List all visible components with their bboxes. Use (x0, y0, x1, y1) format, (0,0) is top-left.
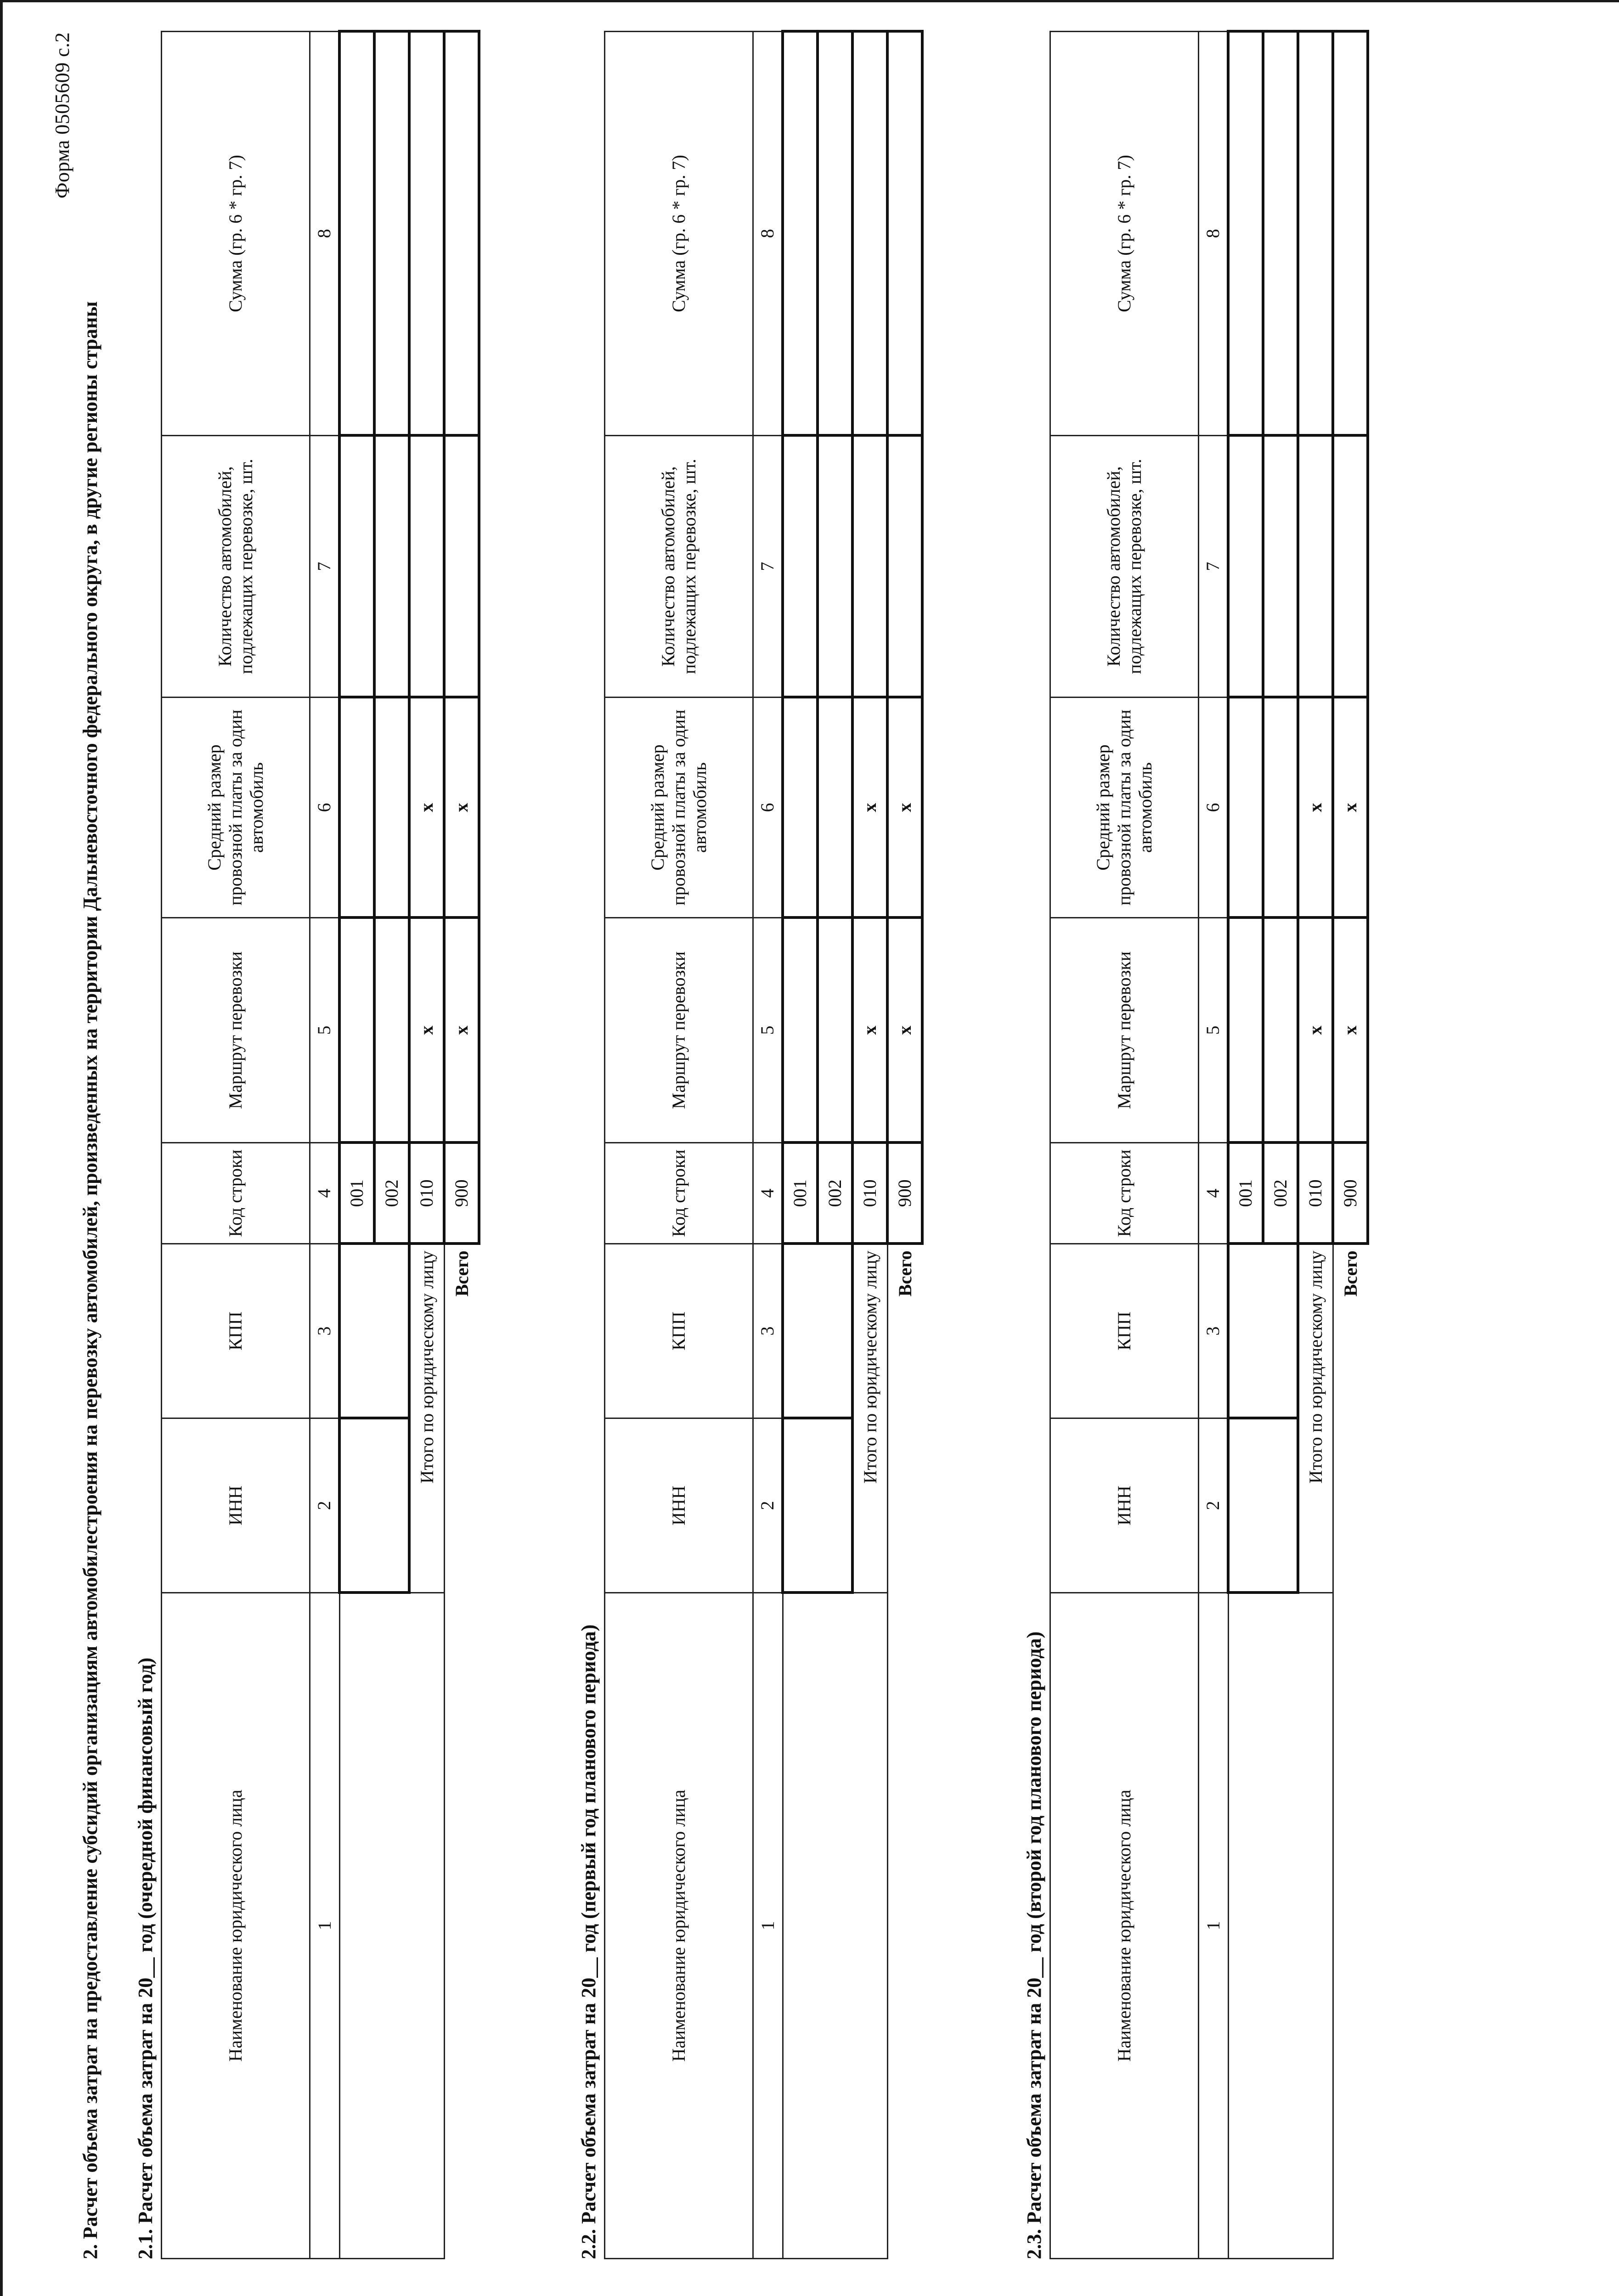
sum-cell[interactable] (1333, 32, 1368, 436)
column-number: 5 (753, 918, 783, 1143)
column-header: КПП (162, 1244, 310, 1418)
legal-entity-name-cell[interactable] (1228, 1593, 1333, 2259)
calc-table (161, 30, 480, 2260)
kpp-cell[interactable] (1228, 1244, 1298, 1418)
avg-fee-cell[interactable] (339, 698, 374, 918)
column-number: 7 (310, 436, 340, 698)
sum-cell[interactable] (409, 32, 444, 436)
car-count-cell[interactable] (1333, 436, 1368, 698)
row-code: 002 (1263, 1143, 1298, 1244)
column-header: Наименование юридического лица (162, 1593, 310, 2259)
header-row (605, 32, 753, 2259)
row-code: 900 (887, 1143, 922, 1244)
row-code: 900 (1333, 1143, 1368, 1244)
rotated-form-content (41, 32, 1557, 2259)
row-code: 010 (1298, 1143, 1333, 1244)
x-mark: x (852, 918, 887, 1143)
subtotal-label: Итого по юридическому лицу (409, 1244, 444, 1593)
car-count-cell[interactable] (1263, 436, 1298, 698)
x-mark: x (887, 698, 922, 918)
total-row (1333, 32, 1368, 2259)
column-header: Маршрут перевозки (605, 918, 753, 1143)
column-header: Маршрут перевозки (162, 918, 310, 1143)
car-count-cell[interactable] (444, 436, 479, 698)
column-number: 6 (310, 698, 340, 918)
sum-cell[interactable] (1298, 32, 1333, 436)
sum-cell[interactable] (783, 32, 818, 436)
column-number: 2 (1199, 1418, 1229, 1593)
section-1 (133, 32, 480, 2259)
column-number: 3 (1199, 1244, 1229, 1418)
x-mark: x (409, 918, 444, 1143)
x-mark: x (1298, 698, 1333, 918)
column-header: Код строки (162, 1143, 310, 1244)
column-header: Средний размер провозной платы за один автомобиль (162, 698, 310, 918)
sum-cell[interactable] (444, 32, 479, 436)
table-row (783, 32, 818, 2259)
car-count-cell[interactable] (818, 436, 852, 698)
column-number: 8 (753, 32, 783, 436)
avg-fee-cell[interactable] (783, 698, 818, 918)
column-number: 2 (753, 1418, 783, 1593)
row-code: 010 (852, 1143, 887, 1244)
column-header: ИНН (605, 1418, 753, 1593)
column-header: Маршрут перевозки (1050, 918, 1199, 1143)
inn-cell[interactable] (339, 1418, 409, 1593)
header-row (1050, 32, 1199, 2259)
avg-fee-cell[interactable] (374, 698, 409, 918)
sum-cell[interactable] (1263, 32, 1298, 436)
row-code: 001 (783, 1143, 818, 1244)
route-cell[interactable] (374, 918, 409, 1143)
column-header: Код строки (1050, 1143, 1199, 1244)
form-number: Форма 0505609 с.2 (51, 32, 73, 199)
car-count-cell[interactable] (852, 436, 887, 698)
section-title: 2.1. Расчет объема затрат на 20__ год (очередной финансовый год) (134, 1657, 157, 2259)
sum-cell[interactable] (374, 32, 409, 436)
table-row (339, 32, 374, 2259)
row-code: 001 (1228, 1143, 1263, 1244)
column-header: Сумма (гр. 6 * гр. 7) (1050, 32, 1199, 436)
column-number: 4 (1199, 1143, 1229, 1244)
subtotal-label: Итого по юридическому лицу (1298, 1244, 1333, 1593)
car-count-cell[interactable] (783, 436, 818, 698)
column-number: 5 (1199, 918, 1229, 1143)
sum-cell[interactable] (1228, 32, 1263, 436)
sum-cell[interactable] (887, 32, 922, 436)
column-header: Наименование юридического лица (1050, 1593, 1199, 2259)
total-label: Всего (1333, 1244, 1368, 2259)
route-cell[interactable] (339, 918, 374, 1143)
x-mark: x (444, 698, 479, 918)
calc-table (1049, 30, 1369, 2260)
column-header: Средний размер провозной платы за один автомобиль (605, 698, 753, 918)
total-label: Всего (444, 1244, 479, 2259)
x-mark: x (887, 918, 922, 1143)
total-row (887, 32, 922, 2259)
column-number: 3 (753, 1244, 783, 1418)
column-header: Количество автомобилей, подлежащих перевозке, шт. (1050, 436, 1199, 698)
header-row (162, 32, 310, 2259)
inn-cell[interactable] (783, 1418, 852, 1593)
car-count-cell[interactable] (887, 436, 922, 698)
avg-fee-cell[interactable] (1228, 698, 1263, 918)
column-header: Код строки (605, 1143, 753, 1244)
section-title: 2.3. Расчет объема затрат на 20__ год (второй год планового периода) (1023, 1631, 1045, 2259)
table-row (1228, 32, 1263, 2259)
sum-cell[interactable] (339, 32, 374, 436)
column-number: 7 (753, 436, 783, 698)
x-mark: x (1298, 918, 1333, 1143)
kpp-cell[interactable] (339, 1244, 409, 1418)
row-code: 001 (339, 1143, 374, 1244)
column-number: 5 (310, 918, 340, 1143)
route-cell[interactable] (1228, 918, 1263, 1143)
column-header: Количество автомобилей, подлежащих перевозке, шт. (162, 436, 310, 698)
route-cell[interactable] (1263, 918, 1298, 1143)
sum-cell[interactable] (852, 32, 887, 436)
column-number-row (310, 32, 340, 2259)
column-number: 8 (1199, 32, 1229, 436)
column-header: КПП (605, 1244, 753, 1418)
row-code: 002 (818, 1143, 852, 1244)
column-header: Средний размер провозной платы за один автомобиль (1050, 698, 1199, 918)
column-number: 8 (310, 32, 340, 436)
row-code: 010 (409, 1143, 444, 1244)
sum-cell[interactable] (818, 32, 852, 436)
car-count-cell[interactable] (339, 436, 374, 698)
column-number-row (753, 32, 783, 2259)
row-code: 900 (444, 1143, 479, 1244)
legal-entity-name-cell[interactable] (339, 1593, 444, 2259)
column-header: КПП (1050, 1244, 1199, 1418)
section-2 (576, 32, 924, 2259)
column-number: 6 (1199, 698, 1229, 918)
x-mark: x (444, 918, 479, 1143)
column-header: Сумма (гр. 6 * гр. 7) (605, 32, 753, 436)
avg-fee-cell[interactable] (1263, 698, 1298, 918)
column-number: 1 (753, 1593, 783, 2259)
car-count-cell[interactable] (374, 436, 409, 698)
total-row (444, 32, 479, 2259)
column-number: 4 (753, 1143, 783, 1244)
car-count-cell[interactable] (1298, 436, 1333, 698)
column-number: 2 (310, 1418, 340, 1593)
column-number: 4 (310, 1143, 340, 1244)
avg-fee-cell[interactable] (818, 698, 852, 918)
row-code: 002 (374, 1143, 409, 1244)
section-title: 2.2. Расчет объема затрат на 20__ год (первый год планового периода) (577, 1624, 600, 2259)
column-header: Количество автомобилей, подлежащих перевозке, шт. (605, 436, 753, 698)
subtotal-label: Итого по юридическому лицу (852, 1244, 887, 1593)
column-number-row (1199, 32, 1229, 2259)
column-number: 1 (1199, 1593, 1229, 2259)
column-number: 1 (310, 1593, 340, 2259)
total-label: Всего (887, 1244, 922, 2259)
car-count-cell[interactable] (409, 436, 444, 698)
x-mark: x (409, 698, 444, 918)
column-header: Сумма (гр. 6 * гр. 7) (162, 32, 310, 436)
calc-table (604, 30, 924, 2260)
column-number: 3 (310, 1244, 340, 1418)
inn-cell[interactable] (1228, 1418, 1298, 1593)
legal-entity-name-cell[interactable] (783, 1593, 887, 2259)
section-3 (1022, 32, 1369, 2259)
main-title: 2. Расчет объема затрат на предоставление субсидий организациям автомобилестроения на перевозку автомобилей, произведенных на территории Дальневосточного федерального округа, в другие регионы страны (79, 301, 102, 2259)
car-count-cell[interactable] (1228, 436, 1263, 698)
column-header: ИНН (162, 1418, 310, 1593)
route-cell[interactable] (818, 918, 852, 1143)
x-mark: x (852, 698, 887, 918)
x-mark: x (1333, 918, 1368, 1143)
column-header: ИНН (1050, 1418, 1199, 1593)
route-cell[interactable] (783, 918, 818, 1143)
x-mark: x (1333, 698, 1368, 918)
column-number: 7 (1199, 436, 1229, 698)
column-number: 6 (753, 698, 783, 918)
kpp-cell[interactable] (783, 1244, 852, 1418)
column-header: Наименование юридического лица (605, 1593, 753, 2259)
